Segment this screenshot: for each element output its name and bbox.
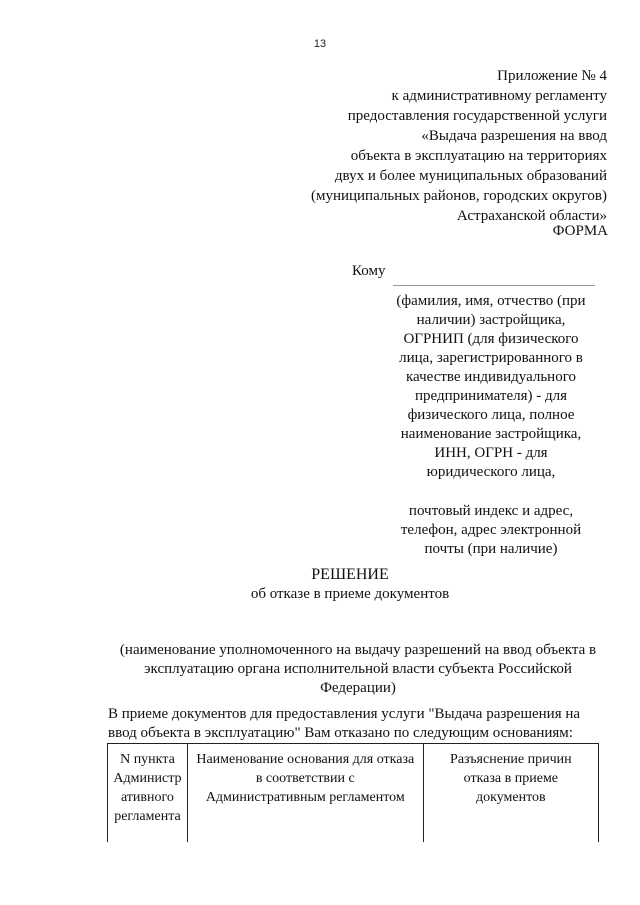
table-row [108, 830, 599, 842]
appendix-line: объекта в эксплуатацию на территориях [350, 148, 607, 164]
appendix-line: предоставления государственной услуги [347, 108, 607, 124]
recipient-description-line: наименование застройщика, [400, 426, 582, 442]
table-cell [423, 830, 598, 842]
header-line: Административным регламентом [205, 790, 405, 805]
recipient-description-line: (фамилия, имя, отчество (при [396, 293, 586, 309]
recipient-description [380, 292, 602, 482]
recipient-description-line: качестве индивидуального [406, 369, 576, 385]
recipient-address-line: почты (при наличие) [424, 541, 558, 557]
refusal-reasons-table [107, 743, 599, 842]
authority-line: Федерации) [320, 680, 396, 696]
header-line: регламента [114, 809, 181, 824]
column-header-explanation [423, 744, 598, 831]
decision-title: РЕШЕНИЕ [311, 566, 389, 583]
recipient-description-line: наличии) застройщика, [416, 312, 566, 328]
recipient-description-line: ОГРНИП (для физического [403, 331, 579, 347]
authority-description [108, 641, 608, 698]
recipient-description-line: юридического лица, [426, 464, 556, 480]
recipient-input-line [393, 285, 595, 286]
recipient-description-line: предпринимателя) - для [415, 388, 567, 404]
appendix-line: к административному регламенту [391, 88, 607, 104]
appendix-header [311, 66, 607, 226]
authority-line: эксплуатацию органа исполнительной власти субъекта Российской [144, 661, 572, 677]
recipient-description-line: ИНН, ОГРН - для [434, 445, 548, 461]
header-line: Наименование основания для отказа [196, 752, 415, 767]
page-number: 13 [313, 38, 327, 50]
appendix-line: Приложение № 4 [497, 68, 607, 84]
recipient-address-line: телефон, адрес электронной [400, 522, 582, 538]
appendix-line: «Выдача разрешения на ввод [421, 128, 607, 144]
table-cell [108, 830, 188, 842]
header-line: N пункта [120, 752, 175, 767]
recipient-description-line: физического лица, полное [407, 407, 575, 423]
appendix-line: Астраханской области» [456, 208, 607, 224]
table-cell [187, 830, 423, 842]
appendix-line: (муниципальных районов, городских округов) [310, 188, 607, 204]
recipient-address [380, 502, 602, 559]
table-header-row [108, 744, 599, 831]
authority-line: (наименование уполномоченного на выдачу разрешений на ввод объекта в [119, 642, 597, 658]
refusal-intro [108, 705, 600, 743]
header-line: отказа в приеме [463, 771, 559, 786]
intro-line: ввод объекта в эксплуатацию" Вам отказано по следующим основаниям: [108, 725, 573, 741]
recipient-description-line: лица, зарегистрированного в [399, 350, 583, 366]
form-label: ФОРМА [552, 223, 608, 239]
recipient-address-line: почтовый индекс и адрес, [408, 503, 574, 519]
header-line: документов [476, 790, 546, 805]
header-line: ативного [120, 790, 174, 805]
column-header-clause-number [108, 744, 188, 831]
header-line: в соответствии с [255, 771, 355, 786]
decision-subtitle: об отказе в приеме документов [250, 586, 450, 602]
intro-line: В приеме документов для предоставления услуги "Выдача разрешения на [108, 706, 581, 722]
header-line: Администр [113, 771, 182, 786]
appendix-line: двух и более муниципальных образований [334, 168, 607, 184]
header-line: Разъяснение причин [450, 752, 572, 767]
column-header-refusal-ground [187, 744, 423, 831]
recipient-to-label: Кому [352, 263, 386, 279]
